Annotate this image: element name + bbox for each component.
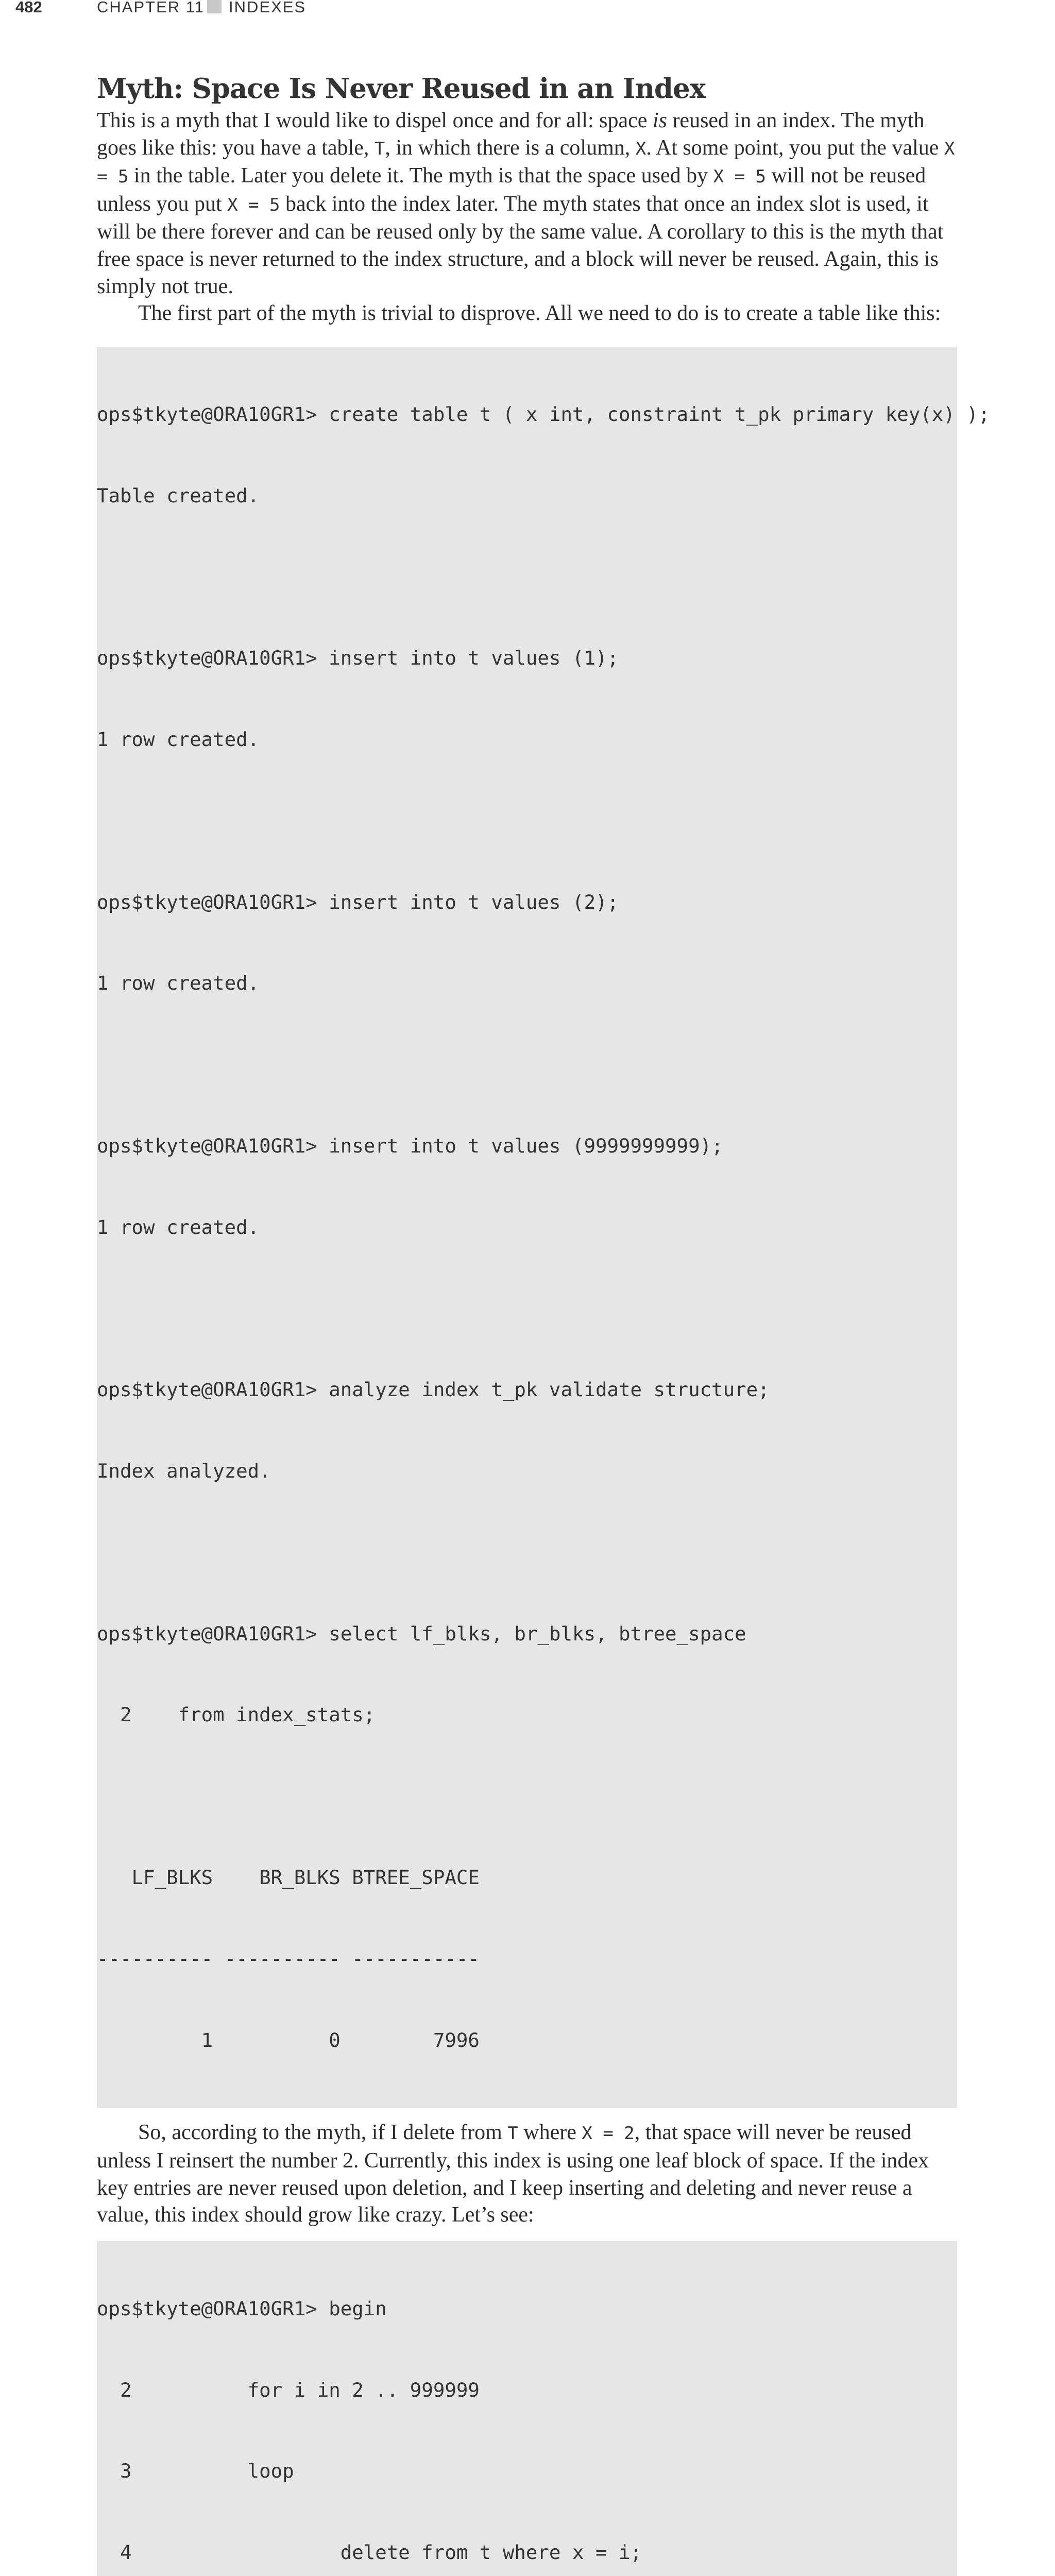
paragraph-myth-claim [97, 2119, 957, 2228]
code-line [97, 1539, 957, 1566]
code-line [97, 1051, 957, 1078]
text-run: back into the index later. The myth states that once an index slot is used, it will be there forever and can be reused only by the same value. A corollary to this is the myth that free space is never returned to the index structure, and a block will never be reused. Again, this is simply not true. [97, 192, 944, 298]
code-line [97, 1783, 957, 1810]
code-line: ops$tkyte@ORA10GR1> begin [97, 2297, 387, 2320]
page-content [97, 70, 990, 2576]
text-run: So, according to the myth, if I delete from [138, 2121, 508, 2145]
emphasis: is [652, 109, 667, 132]
code-line: 4 delete from t where x = i; [97, 2541, 642, 2564]
code-line [97, 564, 957, 591]
text-run: This is a myth that I would like to dispel once and for all: space [97, 109, 653, 132]
code-line: ops$tkyte@ORA10GR1> analyze index t_pk validate structure; [97, 1378, 770, 1401]
code-line: Table created. [97, 484, 260, 507]
inline-code: X = 5 [713, 166, 767, 188]
code-line: ---------- ---------- ----------- [97, 1947, 480, 1970]
chapter-label: CHAPTER 11 [97, 0, 205, 16]
inline-code: X [635, 138, 646, 159]
code-line: 1 row created. [97, 728, 260, 751]
code-line: 3 loop [97, 2460, 294, 2483]
text-run: will not be reused unless you put [97, 164, 926, 216]
inline-code: X = 5 [97, 138, 955, 188]
code-line: ops$tkyte@ORA10GR1> create table t ( x int, constraint t_pk primary key(x) ); [97, 402, 990, 426]
code-line: 1 row created. [97, 1215, 260, 1239]
code-line [97, 1295, 957, 1323]
code-block-loop [97, 2241, 957, 2576]
code-line: ops$tkyte@ORA10GR1> insert into t values (1); [97, 647, 619, 670]
code-line: ops$tkyte@ORA10GR1> insert into t values (9999999999); [97, 1134, 723, 1157]
text-run: , that space will never be reused unless I reinsert the number 2. Currently, this index is using one leaf block of space. If the index key entries are never reused upon deletion, and I keep inserting and deleting and never reuse a value, this index should grow like crazy. Let’s see: [97, 2121, 929, 2227]
paragraph-intro [97, 107, 957, 300]
code-line: 1 0 7996 [97, 2028, 480, 2052]
text-run: where [518, 2121, 582, 2145]
code-line: Index analyzed. [97, 1460, 271, 1483]
code-line: ops$tkyte@ORA10GR1> insert into t values (2); [97, 890, 619, 913]
code-line [97, 807, 957, 835]
code-line: LF_BLKS BR_BLKS BTREE_SPACE [97, 1866, 480, 1889]
section-heading: Myth: Space Is Never Reused in an Index [97, 73, 706, 105]
inline-code: X = 2 [582, 2123, 635, 2144]
code-line: 2 from index_stats; [97, 1703, 376, 1726]
text-run: , in which there is a column, [385, 135, 636, 160]
running-head [0, 0, 1055, 16]
text-run: in the table. Later you delete it. The myth is that the space used by [128, 164, 713, 188]
code-line: 1 row created. [97, 972, 260, 995]
running-head-separator [207, 0, 222, 13]
text-run: . At some point, you put the value [646, 135, 944, 160]
chapter-title: INDEXES [229, 0, 307, 16]
page-number: 482 [15, 0, 42, 16]
text-run: reused in an index. The myth goes like this: you have a table, [97, 109, 925, 160]
inline-code: T [507, 2123, 518, 2144]
paragraph-disprove: The first part of the myth is trivial to disprove. All we need to do is to create a table like this: [138, 301, 941, 326]
code-line: 2 for i in 2 .. 999999 [97, 2378, 480, 2401]
inline-code: T [374, 138, 385, 159]
code-line: ops$tkyte@ORA10GR1> select lf_blks, br_blks, btree_space [97, 1622, 746, 1645]
code-block-create-table [97, 347, 990, 2108]
inline-code: X = 5 [227, 194, 280, 215]
